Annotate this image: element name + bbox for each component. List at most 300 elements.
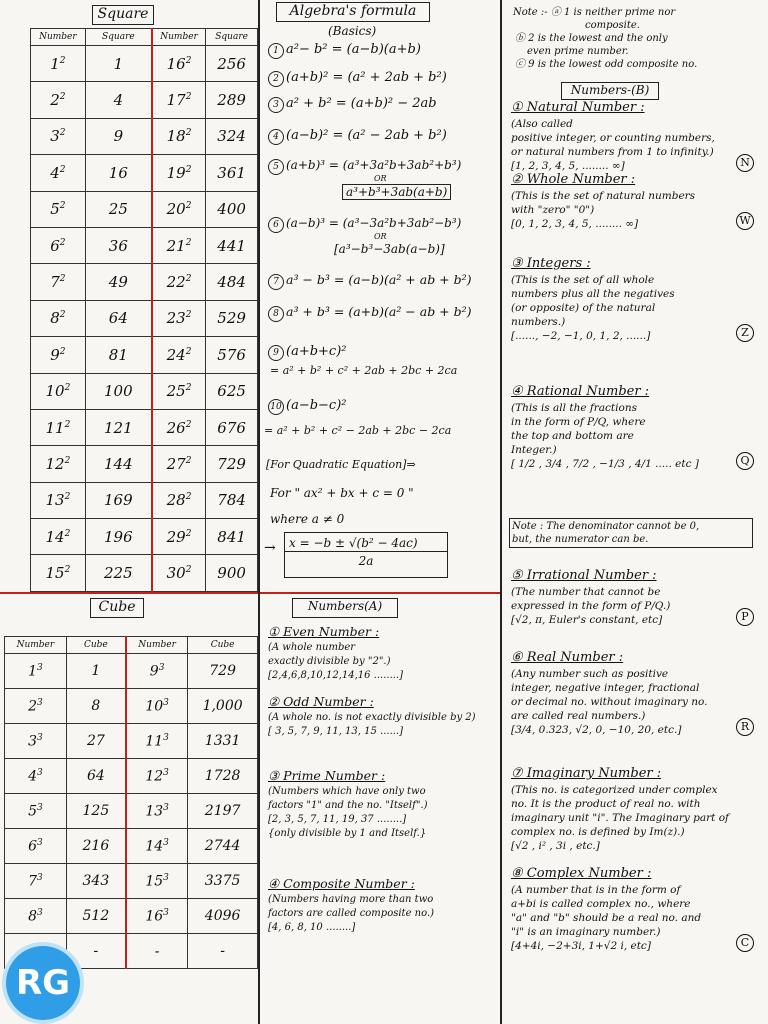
square-number: 2 (50, 91, 60, 110)
numbers-a-line: [2,4,6,8,10,12,14,16 ........] (268, 670, 404, 681)
cube-cell (5, 829, 67, 864)
cube-exponent: 3 (158, 662, 165, 673)
numbers-b-line-imag: imaginary unit "i". The Imaginary part of (511, 812, 729, 824)
column-divider-2 (500, 0, 502, 1024)
cube-value: 1 (91, 663, 101, 679)
cube-header-row (5, 637, 258, 654)
cube-cell (126, 794, 188, 829)
square-value: 289 (217, 91, 246, 110)
cube-exponent: 3 (36, 662, 43, 673)
cube-exponent: 3 (163, 837, 169, 848)
square-number: 15 (45, 564, 65, 583)
square-exponent: 2 (185, 92, 192, 103)
cube-header-number: Number (5, 637, 67, 654)
cube-value: 216 (82, 838, 110, 854)
cube-number: 12 (145, 768, 164, 785)
square-exponent: 2 (185, 528, 192, 539)
cube-cell (66, 794, 126, 829)
numbers-a-line: exactly divisible by "2".) (268, 656, 391, 667)
numbers-a-line: (Numbers which have only two (268, 786, 426, 797)
cube-cell (188, 829, 258, 864)
square-row (31, 373, 258, 409)
algebra-title: Algebra's formula (276, 2, 430, 22)
numbers-b-line-whole: with "zero" "0") (511, 204, 595, 216)
square-exponent: 2 (59, 201, 66, 212)
square-value: 625 (217, 382, 246, 401)
badge-complex: C (736, 934, 754, 952)
square-header-square-2: Square (206, 29, 258, 46)
square-row (31, 519, 258, 555)
quadratic-title: [For Quadratic Equation]⇒ (266, 458, 416, 471)
numbers-a-line: (Numbers having more than two (268, 894, 434, 905)
square-value: 1 (113, 54, 124, 73)
quadratic-formula-top: x = −b ± √(b² − 4ac) (285, 533, 447, 552)
square-cell (31, 264, 86, 300)
square-cell (206, 46, 258, 82)
square-cell (85, 446, 152, 482)
cube-table-body (5, 654, 258, 969)
numbers-a-line: {only divisible by 1 and Itself.} (268, 828, 427, 839)
square-cell (152, 46, 206, 82)
cube-cell (66, 934, 126, 969)
numbers-b-heading-imag: ⑦ Imaginary Number : (511, 766, 662, 781)
square-exponent: 2 (59, 274, 66, 285)
square-exponent: 2 (185, 237, 192, 248)
cube-exponent: 3 (36, 697, 43, 708)
square-number: 4 (50, 163, 60, 182)
square-number: 14 (45, 527, 65, 546)
quadratic-where: where a ≠ 0 (270, 512, 345, 526)
numbers-b-line-whole: (This is the set of natural numbers (511, 190, 696, 202)
cube-cell (5, 654, 67, 689)
cube-value: 27 (86, 733, 105, 749)
cube-row (5, 899, 258, 934)
numbers-a-line: factors "1" and the no. "Itself".) (268, 800, 428, 811)
numbers-b-line-real: (Any number such as positive (511, 668, 669, 680)
square-number: 1 (50, 54, 60, 73)
numbers-b-line-real: or decimal no. without imaginary no. (511, 696, 708, 708)
square-cell (152, 373, 206, 409)
numbers-b-line-natural: [1, 2, 3, 4, 5, ........ ∞] (511, 160, 625, 172)
square-exponent: 2 (185, 565, 192, 576)
formula-10: 10 (a−b−c)² (268, 398, 347, 415)
cube-cell (126, 654, 188, 689)
formula-7: 7 a³ − b³ = (a−b)(a² + ab + b²) (268, 272, 472, 290)
square-number: 16 (166, 54, 186, 73)
cube-cell (5, 759, 67, 794)
square-exponent: 2 (185, 164, 192, 175)
square-number: 29 (166, 527, 186, 546)
square-number: 21 (166, 236, 186, 255)
square-exponent: 2 (64, 492, 71, 503)
numbers-b-line-natural: or natural numbers from 1 to infinity.) (511, 146, 714, 158)
square-cell (152, 264, 206, 300)
numbers-b-heading-real: ⑥ Real Number : (511, 650, 624, 665)
square-cell (85, 46, 152, 82)
cube-cell (126, 759, 188, 794)
cube-exponent: 3 (36, 837, 43, 848)
square-cell (152, 82, 206, 118)
cube-value: 1728 (204, 768, 241, 784)
numbers-b-line-natural: positive integer, or counting numbers, (511, 132, 715, 144)
square-cell (85, 337, 152, 373)
square-value: 16 (108, 163, 128, 182)
cube-row (5, 864, 258, 899)
formula-9-expansion: = a² + b² + c² + 2ab + 2bc + 2ca (270, 364, 458, 377)
square-number: 23 (166, 309, 186, 328)
square-row (31, 555, 258, 591)
square-number: 11 (45, 418, 65, 437)
cube-number: 9 (149, 663, 159, 680)
square-value: 784 (217, 491, 246, 510)
square-value: 49 (108, 273, 128, 292)
square-cell (31, 482, 86, 518)
numbers-b-line-rational: the top and bottom are (511, 430, 634, 442)
numbers-b-line-complex: "i" is an imaginary number.) (511, 926, 661, 938)
square-row (31, 409, 258, 445)
square-value: 484 (217, 273, 246, 292)
note-top-line: even prime number. (527, 46, 629, 57)
square-number: 5 (50, 200, 60, 219)
square-value: 324 (217, 127, 246, 146)
square-cell (152, 519, 206, 555)
square-exponent: 2 (185, 383, 192, 394)
square-number: 8 (50, 309, 60, 328)
formula-6-alt: [a³−b³−3ab(a−b)] (334, 242, 445, 256)
square-cell (206, 519, 258, 555)
square-cell (152, 337, 206, 373)
cube-number: 3 (28, 733, 37, 750)
numbers-b-heading-integers: ③ Integers : (511, 256, 591, 271)
square-value: 256 (217, 54, 246, 73)
square-number: 6 (50, 236, 60, 255)
square-number: 18 (166, 127, 186, 146)
cube-value: 1,000 (202, 698, 243, 714)
square-cell (206, 264, 258, 300)
cube-number: 2 (28, 698, 37, 715)
cube-table (4, 636, 258, 969)
note-denominator-line: but, the numerator can be. (512, 534, 649, 545)
badge-integers: Z (736, 324, 754, 342)
square-number: 26 (166, 418, 186, 437)
numbers-b-line-integers: numbers plus all the negatives (511, 288, 675, 300)
cube-cell (126, 899, 188, 934)
square-exponent: 2 (59, 346, 66, 357)
square-value: 121 (104, 418, 133, 437)
cube-number: 8 (28, 908, 37, 925)
numbers-b-line-rational: in the form of P/Q, where (511, 416, 646, 428)
square-cell (206, 118, 258, 154)
square-exponent: 2 (59, 237, 66, 248)
numbers-b-line-imag: complex no. is defined by Im(z).) (511, 826, 685, 838)
cube-number: 14 (145, 838, 164, 855)
square-number: 20 (166, 200, 186, 219)
numbers-a-heading: ③ Prime Number : (268, 768, 386, 783)
numbers-b-line-complex: "a" and "b" should be a real no. and (511, 912, 702, 924)
square-value: 225 (104, 564, 133, 583)
square-row (31, 118, 258, 154)
cube-number: - (154, 943, 160, 960)
square-value: 100 (104, 382, 133, 401)
square-value: 441 (217, 236, 246, 255)
square-cell (85, 373, 152, 409)
quadratic-for: For " ax² + bx + c = 0 " (270, 486, 414, 500)
cube-cell (5, 724, 67, 759)
square-exponent: 2 (185, 128, 192, 139)
square-exponent: 2 (185, 455, 192, 466)
cube-exponent: 3 (36, 907, 43, 918)
square-number: 27 (166, 454, 186, 473)
square-exponent: 2 (59, 55, 66, 66)
cube-number: 7 (28, 873, 37, 890)
cube-value: 2744 (204, 838, 241, 854)
numbers-b-line-rational: Integer.) (511, 444, 557, 456)
square-value: 9 (113, 127, 124, 146)
square-cell (31, 227, 86, 263)
square-exponent: 2 (64, 383, 71, 394)
square-cell (31, 373, 86, 409)
square-cell (31, 519, 86, 555)
square-cell (85, 227, 152, 263)
square-exponent: 2 (64, 565, 71, 576)
square-cell (206, 155, 258, 191)
numbers-b-heading-rational: ④ Rational Number : (511, 384, 650, 399)
square-number: 13 (45, 491, 65, 510)
square-cell (206, 300, 258, 336)
numbers-b-line-integers: numbers.) (511, 316, 566, 328)
square-row (31, 191, 258, 227)
formula-6-or: OR (374, 232, 387, 241)
square-row (31, 155, 258, 191)
square-cell (152, 191, 206, 227)
square-row (31, 337, 258, 373)
cube-value: 3375 (204, 873, 241, 889)
cube-cell (66, 724, 126, 759)
numbers-a-line: [2, 3, 5, 7, 11, 19, 37 ........] (268, 814, 407, 825)
cube-cell (126, 689, 188, 724)
square-cell (206, 373, 258, 409)
cube-exponent: 3 (36, 802, 43, 813)
square-exponent: 2 (64, 455, 71, 466)
square-cell (206, 337, 258, 373)
square-value: 841 (217, 527, 246, 546)
cube-exponent: 3 (163, 802, 169, 813)
numbers-b-line-rational: (This is all the fractions (511, 402, 637, 414)
cube-value: 4096 (204, 908, 241, 924)
square-cell (85, 519, 152, 555)
square-exponent: 2 (185, 419, 192, 430)
cube-row (5, 829, 258, 864)
cube-header-cube: Cube (66, 637, 126, 654)
numbers-b-line-irrational: (The number that cannot be (511, 586, 661, 598)
square-number: 22 (166, 273, 186, 292)
formula-1: 1 a²− b² = (a−b)(a+b) (268, 42, 421, 59)
numbers-a-line: [4, 6, 8, 10 ........] (268, 922, 356, 933)
numbers-b-line-real: are called real numbers.) (511, 710, 646, 722)
cube-exponent: 3 (163, 872, 169, 883)
square-row (31, 82, 258, 118)
cube-number: 15 (145, 873, 164, 890)
cube-value: - (93, 943, 99, 959)
square-cell (85, 118, 152, 154)
cube-value: 512 (82, 908, 110, 924)
formula-4: 4 (a−b)² = (a² − 2ab + b²) (268, 128, 447, 145)
square-exponent: 2 (64, 419, 71, 430)
numbers-b-line-real: integer, negative integer, fractional (511, 682, 700, 694)
square-value: 529 (217, 309, 246, 328)
formula-5-alt: a³+b³+3ab(a+b) (342, 184, 451, 200)
cube-exponent: 3 (163, 907, 169, 918)
badge-rational: Q (736, 452, 754, 470)
cube-cell (66, 654, 126, 689)
badge-irrational: P (736, 608, 754, 626)
note-denominator-line: Note : The denominator cannot be 0, (512, 521, 700, 532)
formula-3: 3 a² + b² = (a+b)² − 2ab (268, 96, 437, 113)
cube-cell (5, 689, 67, 724)
square-value: 576 (217, 345, 246, 364)
square-cell (206, 227, 258, 263)
cube-number: 5 (28, 803, 37, 820)
numbers-b-line-irrational: expressed in the form of P/Q.) (511, 600, 671, 612)
square-value: 36 (108, 236, 128, 255)
numbers-a-line: factors are called composite no.) (268, 908, 435, 919)
square-row (31, 46, 258, 82)
square-cell (31, 82, 86, 118)
square-header-number: Number (31, 29, 86, 46)
cube-header-number-2: Number (126, 637, 188, 654)
square-cell (152, 118, 206, 154)
formula-2: 2 (a+b)² = (a² + 2ab + b²) (268, 70, 447, 87)
cube-value: 64 (86, 768, 105, 784)
square-cell (31, 555, 86, 591)
numbers-b-line-natural: (Also called (511, 118, 573, 130)
formula-6: 6 (a−b)³ = (a³−3a²b+3ab²−b³) (268, 216, 461, 233)
numbers-b-line-irrational: [√2, π, Euler's constant, etc] (511, 614, 663, 626)
cube-cell (66, 689, 126, 724)
cube-number: 16 (145, 908, 164, 925)
cube-cell (188, 934, 258, 969)
algebra-column (262, 0, 498, 1024)
square-number: 28 (166, 491, 186, 510)
formula-5: 5 (a+b)³ = (a³+3a²b+3ab²+b³) (268, 158, 461, 175)
square-cell (85, 555, 152, 591)
square-number: 9 (50, 345, 60, 364)
square-cell (31, 191, 86, 227)
cube-exponent: 3 (36, 767, 43, 778)
square-exponent: 2 (185, 492, 192, 503)
cube-header-cube-2: Cube (188, 637, 258, 654)
cube-title: Cube (90, 598, 144, 618)
cube-cell (126, 724, 188, 759)
square-title: Square (92, 5, 154, 25)
square-value: 400 (217, 200, 246, 219)
square-number: 19 (166, 163, 186, 182)
numbers-a-line: [ 3, 5, 7, 9, 11, 13, 15 ......] (268, 726, 403, 737)
square-value: 196 (104, 527, 133, 546)
numbers-a-heading: ① Even Number : (268, 624, 380, 639)
square-value: 81 (108, 345, 128, 364)
numbers-b-line-imag: no. It is the product of real no. with (511, 798, 701, 810)
square-value: 4 (113, 91, 124, 110)
square-cell (206, 409, 258, 445)
cube-row (5, 654, 258, 689)
note-top-line: Note :- ⓐ 1 is neither prime nor (513, 7, 676, 18)
square-exponent: 2 (64, 528, 71, 539)
rg-logo: RG (6, 946, 80, 1020)
square-cell (85, 482, 152, 518)
square-number: 12 (45, 454, 65, 473)
square-cell (206, 82, 258, 118)
cube-number: 6 (28, 838, 37, 855)
square-row (31, 227, 258, 263)
formula-10-expansion: = a² + b² + c² − 2ab + 2bc − 2ca (264, 424, 452, 437)
numbers-b-line-imag: [√2 , i² , 3i , etc.] (511, 840, 600, 852)
square-cell (31, 446, 86, 482)
square-cell (206, 482, 258, 518)
square-number: 30 (166, 564, 186, 583)
cube-value: 125 (82, 803, 110, 819)
square-exponent: 2 (59, 128, 66, 139)
square-value: 900 (217, 564, 246, 583)
square-cell (31, 409, 86, 445)
square-header-number-2: Number (152, 29, 206, 46)
square-exponent: 2 (185, 346, 192, 357)
cube-cell (188, 899, 258, 934)
cube-cell (188, 794, 258, 829)
square-header-square: Square (85, 29, 152, 46)
formula-5-or: OR (374, 174, 387, 183)
square-cell (85, 155, 152, 191)
numbers-b-line-integers: (or opposite) of the natural (511, 302, 656, 314)
cube-exponent: 3 (163, 697, 169, 708)
square-row (31, 300, 258, 336)
quadratic-arrow: → (264, 540, 276, 556)
square-cell (206, 191, 258, 227)
cube-cell (126, 829, 188, 864)
square-exponent: 2 (59, 92, 66, 103)
square-row (31, 482, 258, 518)
cube-number: 4 (28, 768, 37, 785)
square-header-row (31, 29, 258, 46)
cube-row (5, 759, 258, 794)
square-cell (152, 300, 206, 336)
square-cell (206, 555, 258, 591)
numbers-b-line-imag: (This no. is categorized under complex (511, 784, 718, 796)
cube-cell (5, 899, 67, 934)
square-value: 25 (108, 200, 128, 219)
square-exponent: 2 (59, 164, 66, 175)
cube-number: 1 (28, 663, 37, 680)
square-cell (152, 446, 206, 482)
square-value: 64 (108, 309, 128, 328)
cube-value: 1331 (204, 733, 241, 749)
square-cell (31, 337, 86, 373)
formula-8: 8 a³ + b³ = (a+b)(a² − ab + b²) (268, 304, 472, 322)
numbers-b-title: Numbers-(B) (561, 82, 659, 100)
cube-cell (66, 829, 126, 864)
note-top-line: ⓑ 2 is the lowest and the only (515, 33, 668, 44)
square-row (31, 446, 258, 482)
numbers-a-heading: ② Odd Number : (268, 694, 374, 709)
square-number: 25 (166, 382, 186, 401)
cube-exponent: 3 (163, 732, 169, 743)
square-exponent: 2 (59, 310, 66, 321)
square-cell (152, 227, 206, 263)
cube-cell (126, 934, 188, 969)
square-number: 10 (45, 382, 65, 401)
square-cell (31, 118, 86, 154)
square-value: 676 (217, 418, 246, 437)
